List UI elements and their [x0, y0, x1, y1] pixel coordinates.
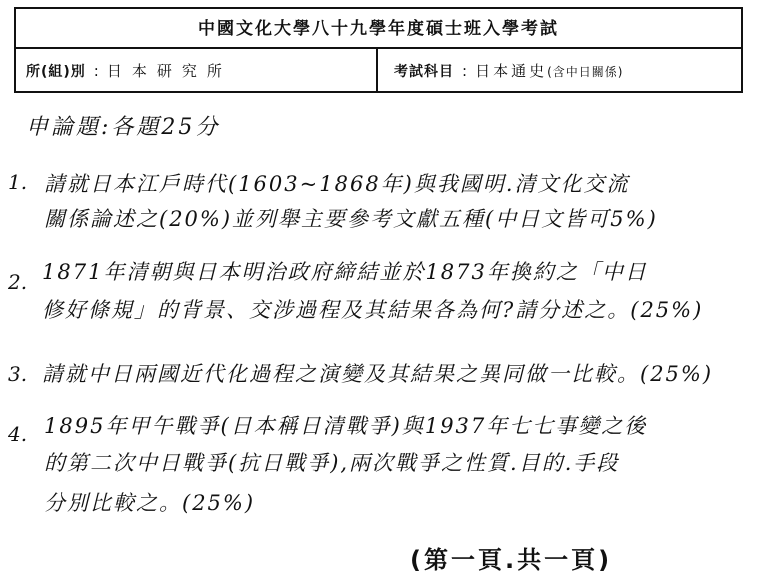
- subject-colon: :: [462, 62, 468, 80]
- instructions: 申論題:各題25分: [26, 115, 221, 140]
- subject-cell: [394, 49, 623, 93]
- subject-label: 考試科目: [394, 64, 454, 80]
- subject-value: 日本通史: [475, 62, 548, 80]
- question-1-line-2: 關係論述之(20%)並列舉主要參考文獻五種(中日文皆可5%): [44, 207, 658, 231]
- exam-title: 中國文化大學八十九學年度碩士班入學考試: [16, 9, 741, 49]
- exam-header-box: [14, 7, 743, 93]
- question-1-number: 1.: [8, 170, 28, 194]
- question-4-line-2: 的第二次中日戰爭(抗日戰爭),兩次戰爭之性質.目的.手段: [44, 451, 620, 475]
- exam-info-row: [16, 49, 741, 93]
- question-2-line-2: 修好條規」的背景、交涉過程及其結果各為何?請分述之。(25%): [42, 298, 704, 322]
- question-4-line-3: 分別比較之。(25%): [44, 491, 256, 515]
- question-2-number: 2.: [8, 270, 28, 294]
- question-3-line-1: 請就中日兩國近代化過程之演變及其結果之異同做一比較。(25%): [42, 362, 714, 386]
- header-divider: [376, 49, 378, 93]
- question-4-number: 4.: [8, 422, 28, 446]
- department-value: 日本研究所: [106, 62, 232, 80]
- question-3-number: 3.: [8, 362, 28, 386]
- department-cell: [26, 49, 232, 93]
- question-4-line-1: 1895年甲午戰爭(日本稱日清戰爭)與1937年七七事變之後: [44, 414, 648, 438]
- subject-note: (含中日關係): [547, 65, 624, 79]
- page-footer: (第一頁.共一頁): [410, 546, 613, 574]
- question-1-line-1: 請就日本江戶時代(1603~1868年)與我國明.清文化交流: [44, 172, 630, 196]
- department-label: 所(組)別: [26, 64, 86, 80]
- question-2-line-1: 1871年清朝與日本明治政府締結並於1873年換約之「中日: [42, 260, 648, 284]
- department-colon: :: [93, 62, 99, 80]
